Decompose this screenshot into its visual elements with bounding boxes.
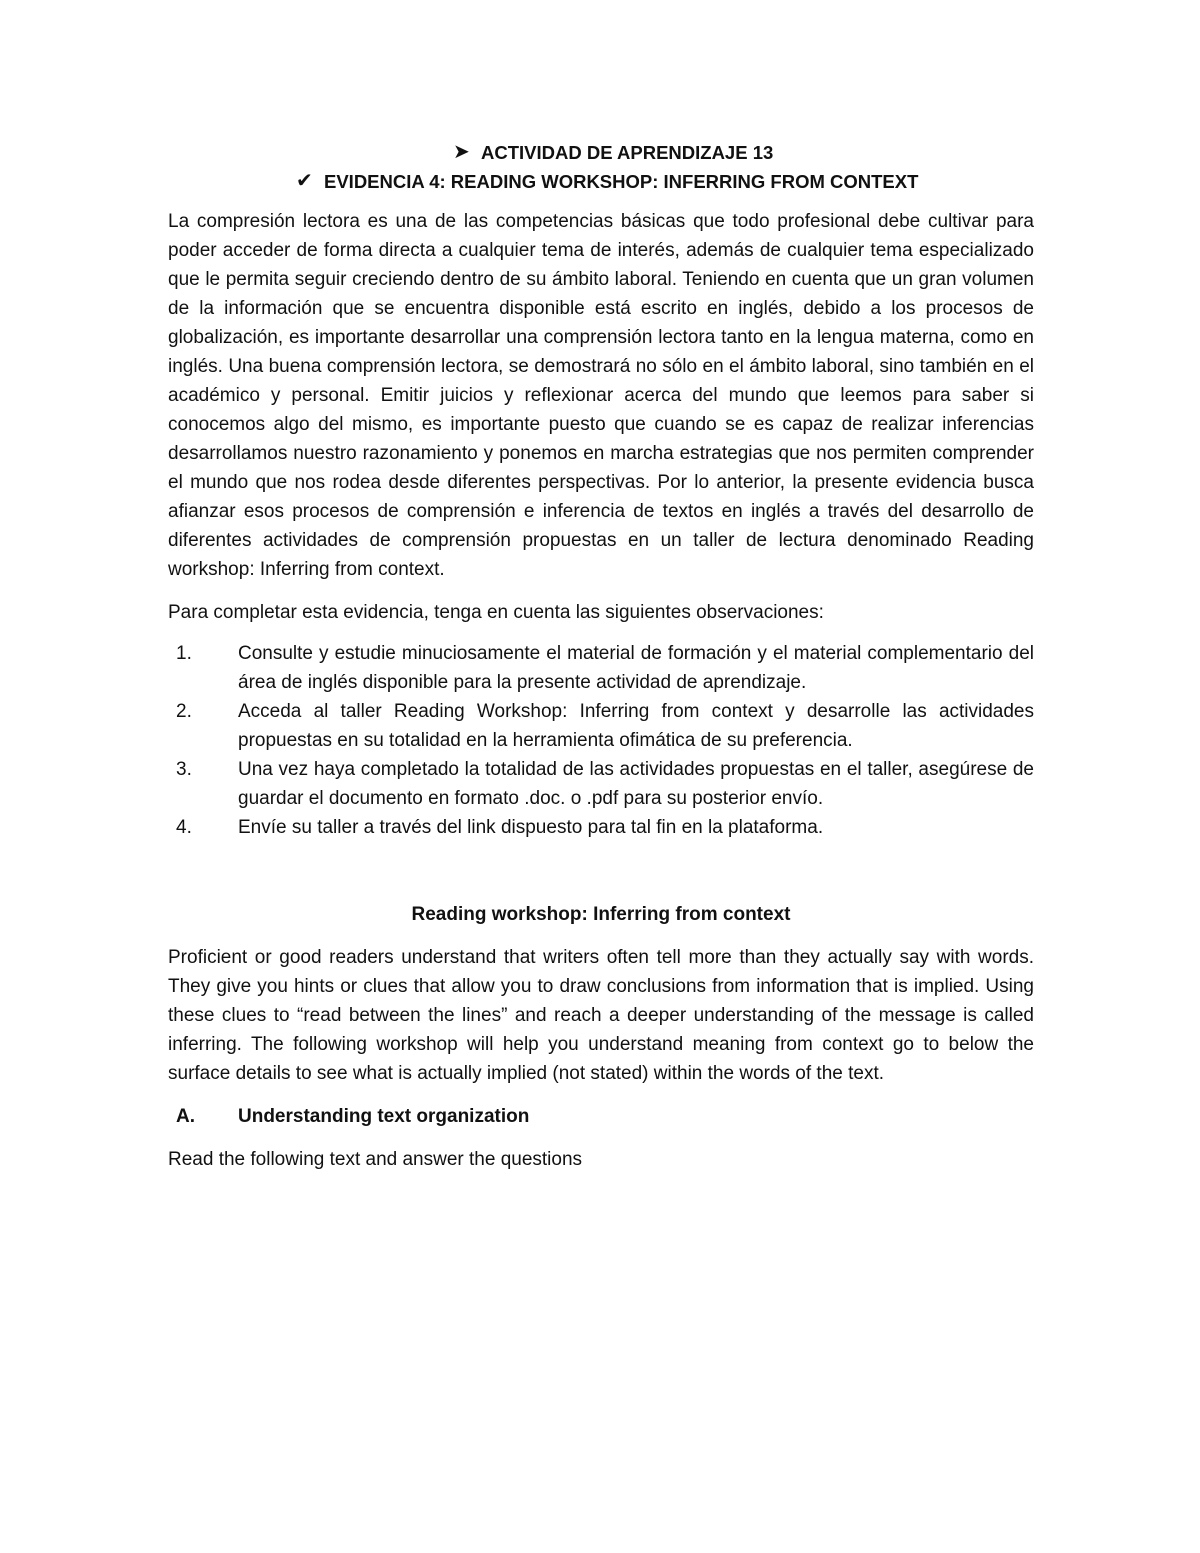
list-item [168, 813, 1034, 842]
activity-title: ACTIVIDAD DE APRENDIZAJE 13 [481, 142, 774, 163]
section-a-heading [168, 1102, 1034, 1131]
instructions-list [168, 639, 1034, 842]
list-item-number: 3. [176, 759, 192, 780]
arrow-bullet-icon: ➤ [453, 141, 470, 163]
document-content [168, 138, 1034, 1174]
section-title: Understanding text organization [238, 1106, 530, 1127]
section-letter: A. [176, 1106, 195, 1127]
final-instruction: Read the following text and answer the questions [168, 1149, 583, 1170]
list-item [168, 639, 1034, 697]
list-item [168, 697, 1034, 755]
workshop-paragraph: Proficient or good readers understand that writers often tell more than they actually say with words. They give you hints or clues that allow you to draw conclusions from information that is implied. Using these clues to “read between the lines” and reach a deeper understanding of the message is called inferring. The following workshop will help you understand meaning from context go to below the surface details to see what is actually implied (not stated) within the words of the text. [168, 947, 1034, 1084]
list-item-text: Acceda al taller Reading Workshop: Inferring from context y desarrolle las actividades propuestas en su totalidad en la herramienta ofimática de su preferencia. [238, 701, 1034, 751]
evidence-heading [296, 167, 1034, 196]
list-item-text: Una vez haya completado la totalidad de las actividades propuestas en el taller, asegúrese de guardar el documento en formato .doc. o .pdf para su posterior envío. [238, 759, 1034, 809]
list-item-number: 2. [176, 701, 192, 722]
list-item [168, 755, 1034, 813]
evidence-title: EVIDENCIA 4: READING WORKSHOP: INFERRING FROM CONTEXT [324, 171, 919, 192]
list-item-number: 1. [176, 643, 192, 664]
list-item-text: Consulte y estudie minuciosamente el material de formación y el material complementario del área de inglés disponible para la presente actividad de aprendizaje. [238, 643, 1034, 693]
list-item-text: Envíe su taller a través del link dispuesto para tal fin en la plataforma. [238, 817, 824, 838]
intro-paragraph: La compresión lectora es una de las competencias básicas que todo profesional debe cultivar para poder acceder de forma directa a cualquier tema de interés, además de cualquier tema especializado que le permita seguir creciendo dentro de su ámbito laboral. Teniendo en cuenta que un gran volumen de la información que se encuentra disponible está escrito en inglés, debido a los procesos de globalización, es importante desarrollar una comprensión lectora tanto en la lengua materna, como en inglés. Una buena comprensión lectora, se demostrará no sólo en el ámbito laboral, sino también en el académico y personal. Emitir juicios y reflexionar acerca del mundo que leemos para saber si conocemos algo del mismo, es importante puesto que cuando se es capaz de realizar inferencias desarrollamos nuestro razonamiento y ponemos en marcha estrategias que nos permiten comprender el mundo que nos rodea desde diferentes perspectivas. Por lo anterior, la presente evidencia busca afianzar esos procesos de comprensión e inferencia de textos en inglés a través del desarrollo de diferentes actividades de comprensión propuestas en un taller de lectura denominado Reading workshop: Inferring from context. [168, 211, 1034, 580]
checkmark-bullet-icon: ✔ [296, 170, 313, 192]
workshop-title: Reading workshop: Inferring from context [411, 904, 791, 925]
instructions-intro: Para completar esta evidencia, tenga en cuenta las siguientes observaciones: [168, 602, 824, 623]
activity-heading [453, 138, 1034, 167]
list-item-number: 4. [176, 817, 192, 838]
